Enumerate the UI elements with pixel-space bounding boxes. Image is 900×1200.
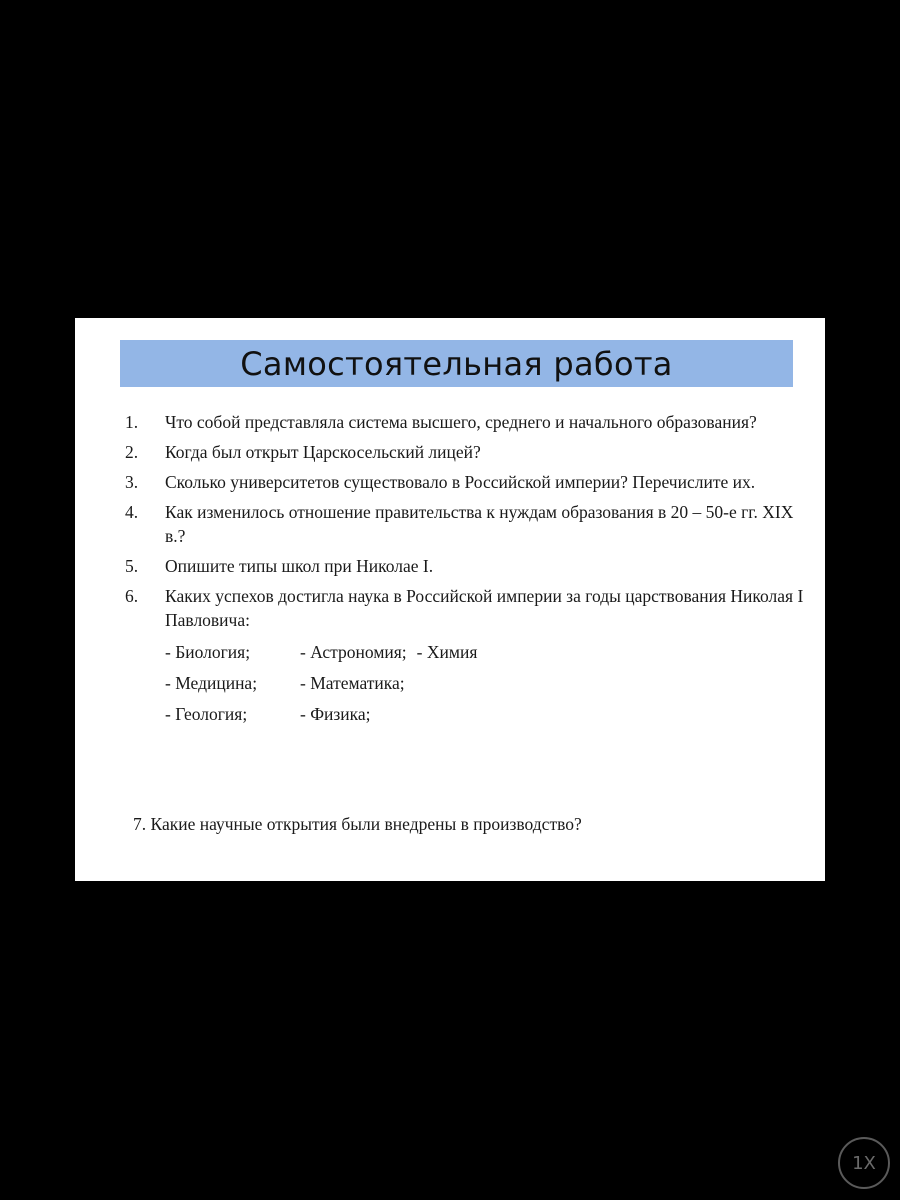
science-item: - Медицина;	[165, 672, 258, 693]
science-item: - Геология;	[165, 703, 248, 724]
question-item-3	[125, 470, 805, 494]
slide-title-bar	[120, 340, 793, 387]
question-item-1	[125, 410, 805, 434]
question-block	[165, 584, 805, 729]
question-number: 1.	[125, 412, 139, 432]
question-number: 2.	[125, 442, 139, 462]
question-7-text: 7. Какие научные открытия были внедрены в производство?	[133, 814, 582, 834]
question-text: Каких успехов достигла наука в Российской империи за годы царствования Николая I Павловича:	[165, 586, 804, 630]
question-item-4	[125, 500, 805, 548]
question-number: 6.	[125, 586, 139, 606]
question-text: Опишите типы школ при Николае I.	[165, 556, 434, 576]
question-text: Что собой представляла система высшего, среднего и начального образования?	[165, 412, 757, 432]
question-number: 5.	[125, 556, 139, 576]
slide-title: Самостоятельная работа	[240, 344, 673, 383]
science-item: - Астрономия;	[300, 641, 407, 662]
question-number: 4.	[125, 502, 139, 522]
question-item-2	[125, 440, 805, 464]
question-text: Как изменилось отношение правительства к нуждам образования в 20 – 50-е гг. XIX в.?	[165, 502, 794, 546]
question-text: Когда был открыт Царскосельский лицей?	[165, 442, 481, 462]
question-item-6	[125, 584, 805, 729]
sciences-list	[165, 636, 805, 729]
science-item: - Химия	[416, 641, 478, 662]
science-item: - Биология;	[165, 641, 251, 662]
sciences-row	[165, 636, 805, 667]
question-text: Сколько университетов существовало в Российской империи? Перечислите их.	[165, 472, 756, 492]
science-item: - Математика;	[300, 672, 405, 693]
question-number: 3.	[125, 472, 139, 492]
presentation-slide	[75, 318, 825, 881]
science-item: - Физика;	[300, 703, 371, 724]
question-item-5	[125, 554, 805, 578]
playback-speed-button[interactable]: 1X	[838, 1137, 890, 1189]
question-list	[125, 410, 805, 735]
sciences-row	[165, 698, 805, 729]
sciences-row	[165, 667, 805, 698]
